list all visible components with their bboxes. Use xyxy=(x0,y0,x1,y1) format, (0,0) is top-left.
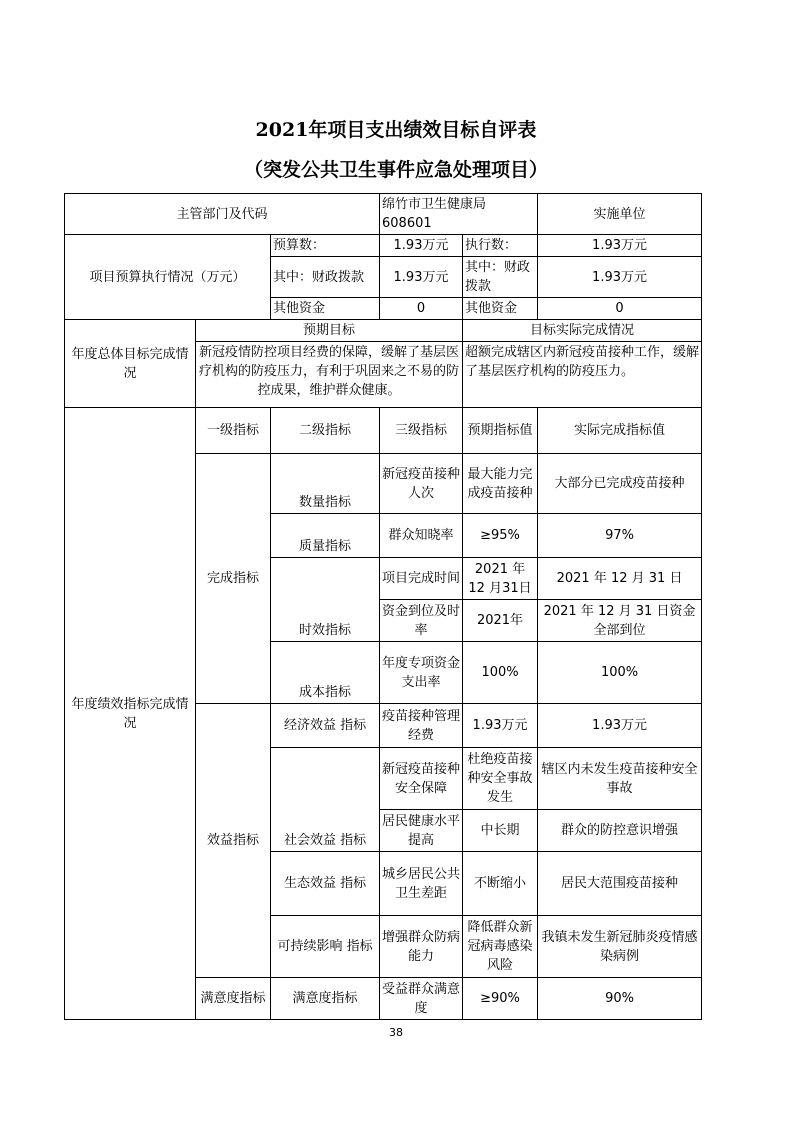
quality-l3: 群众知晓率 xyxy=(380,514,463,558)
timeliness-1-actual: 2021 年 12 月 31 日 xyxy=(538,558,702,600)
timeliness-2-actual: 2021 年 12 月 31 日资金全部到位 xyxy=(538,600,702,642)
col-header-level3: 三级指标 xyxy=(380,408,463,454)
actual-goal-text: 超额完成辖区内新冠疫苗接种工作，缓解了基层医疗机构的防疫压力。 xyxy=(463,342,702,408)
satisfaction-expected: ≥90% xyxy=(463,978,538,1020)
satisfaction-actual: 90% xyxy=(538,978,702,1020)
sustainable-indicator: 可持续影响 指标 xyxy=(271,916,380,978)
col-header-level2: 二级指标 xyxy=(271,408,380,454)
timeliness-indicator: 时效指标 xyxy=(271,558,380,642)
goals-label: 年度总体目标完成情况 xyxy=(65,320,196,408)
other-funds-exec-value: 0 xyxy=(538,298,702,320)
budget-amount-value: 1.93万元 xyxy=(380,235,463,257)
satisfaction-indicator: 满意度指标 xyxy=(271,978,380,1020)
exec-amount-value: 1.93万元 xyxy=(538,235,702,257)
sustainable-actual: 我镇未发生新冠肺炎疫情感染病例 xyxy=(538,916,702,978)
col-header-level1: 一级指标 xyxy=(196,408,271,454)
timeliness-2-l3: 资金到位及时率 xyxy=(380,600,463,642)
satisfaction-l3: 受益群众满意度 xyxy=(380,978,463,1020)
completion-indicators-label: 完成指标 xyxy=(196,454,271,704)
sustainable-l3: 增强群众防病能力 xyxy=(380,916,463,978)
social-2-expected: 中长期 xyxy=(463,810,538,852)
fiscal-exec-label: 其中：财政拨款 xyxy=(463,257,538,298)
social-1-actual: 辖区内未发生疫苗接种安全事故 xyxy=(538,748,702,810)
social-indicator: 社会效益 指标 xyxy=(271,748,380,852)
col-header-actual: 实际完成指标值 xyxy=(538,408,702,454)
benefit-indicators-label: 效益指标 xyxy=(196,704,271,978)
dept-value: 绵竹市卫生健康局 608601 xyxy=(380,194,538,235)
ecological-actual: 居民大范围疫苗接种 xyxy=(538,852,702,916)
expected-goal-text: 新冠疫情防控项目经费的保障，缓解了基层医疗机构的防疫压力，有利于巩固来之不易的防控成果，维护群众健康。 xyxy=(196,342,463,408)
quantity-l3: 新冠疫苗接种人次 xyxy=(380,454,463,514)
economic-indicator: 经济效益 指标 xyxy=(271,704,380,748)
timeliness-1-expected: 2021 年 12 月31日 xyxy=(463,558,538,600)
quality-actual: 97% xyxy=(538,514,702,558)
page-number: 38 xyxy=(389,1026,403,1039)
exec-amount-label: 执行数： xyxy=(463,235,538,257)
ecological-l3: 城乡居民公共卫生差距 xyxy=(380,852,463,916)
quantity-expected: 最大能力完成疫苗接种 xyxy=(463,454,538,514)
page-title: 2021年项目支出绩效目标自评表 xyxy=(255,119,537,141)
dept-label: 主管部门及代码 xyxy=(65,194,380,235)
budget-amount-label: 预算数： xyxy=(271,235,380,257)
quality-indicator: 质量指标 xyxy=(271,514,380,558)
quality-expected: ≥95% xyxy=(463,514,538,558)
social-2-l3: 居民健康水平提高 xyxy=(380,810,463,852)
cost-expected: 100% xyxy=(463,642,538,704)
satisfaction-indicators-label: 满意度指标 xyxy=(196,978,271,1020)
economic-l3: 疫苗接种管理经费 xyxy=(380,704,463,748)
economic-expected: 1.93万元 xyxy=(463,704,538,748)
social-1-l3: 新冠疫苗接种安全保障 xyxy=(380,748,463,810)
sustainable-expected: 降低群众新冠病毒感染风险 xyxy=(463,916,538,978)
timeliness-2-expected: 2021年 xyxy=(463,600,538,642)
other-funds-label: 其他资金 xyxy=(271,298,380,320)
col-header-expected: 预期指标值 xyxy=(463,408,538,454)
social-1-expected: 杜绝疫苗接种安全事故发生 xyxy=(463,748,538,810)
ecological-expected: 不断缩小 xyxy=(463,852,538,916)
social-2-actual: 群众的防控意识增强 xyxy=(538,810,702,852)
cost-l3: 年度专项资金支出率 xyxy=(380,642,463,704)
expected-goal-header: 预期目标 xyxy=(196,320,463,342)
fiscal-value: 1.93万元 xyxy=(380,257,463,298)
other-funds-exec-label: 其他资金 xyxy=(463,298,538,320)
fiscal-label: 其中：财政拨款 xyxy=(271,257,380,298)
timeliness-1-l3: 项目完成时间 xyxy=(380,558,463,600)
fiscal-exec-value: 1.93万元 xyxy=(538,257,702,298)
other-funds-value: 0 xyxy=(380,298,463,320)
cost-indicator: 成本指标 xyxy=(271,642,380,704)
budget-label: 项目预算执行情况（万元） xyxy=(65,235,271,320)
page-subtitle: （突发公共卫生事件应急处理项目） xyxy=(243,159,548,181)
unit-label: 实施单位 xyxy=(538,194,702,235)
cost-actual: 100% xyxy=(538,642,702,704)
economic-actual: 1.93万元 xyxy=(538,704,702,748)
ecological-indicator: 生态效益 指标 xyxy=(271,852,380,916)
performance-table xyxy=(64,193,702,1020)
quantity-actual: 大部分已完成疫苗接种 xyxy=(538,454,702,514)
indicators-section-label: 年度绩效指标完成情况 xyxy=(65,408,196,1020)
actual-goal-header: 目标实际完成情况 xyxy=(463,320,702,342)
quantity-indicator: 数量指标 xyxy=(271,454,380,514)
